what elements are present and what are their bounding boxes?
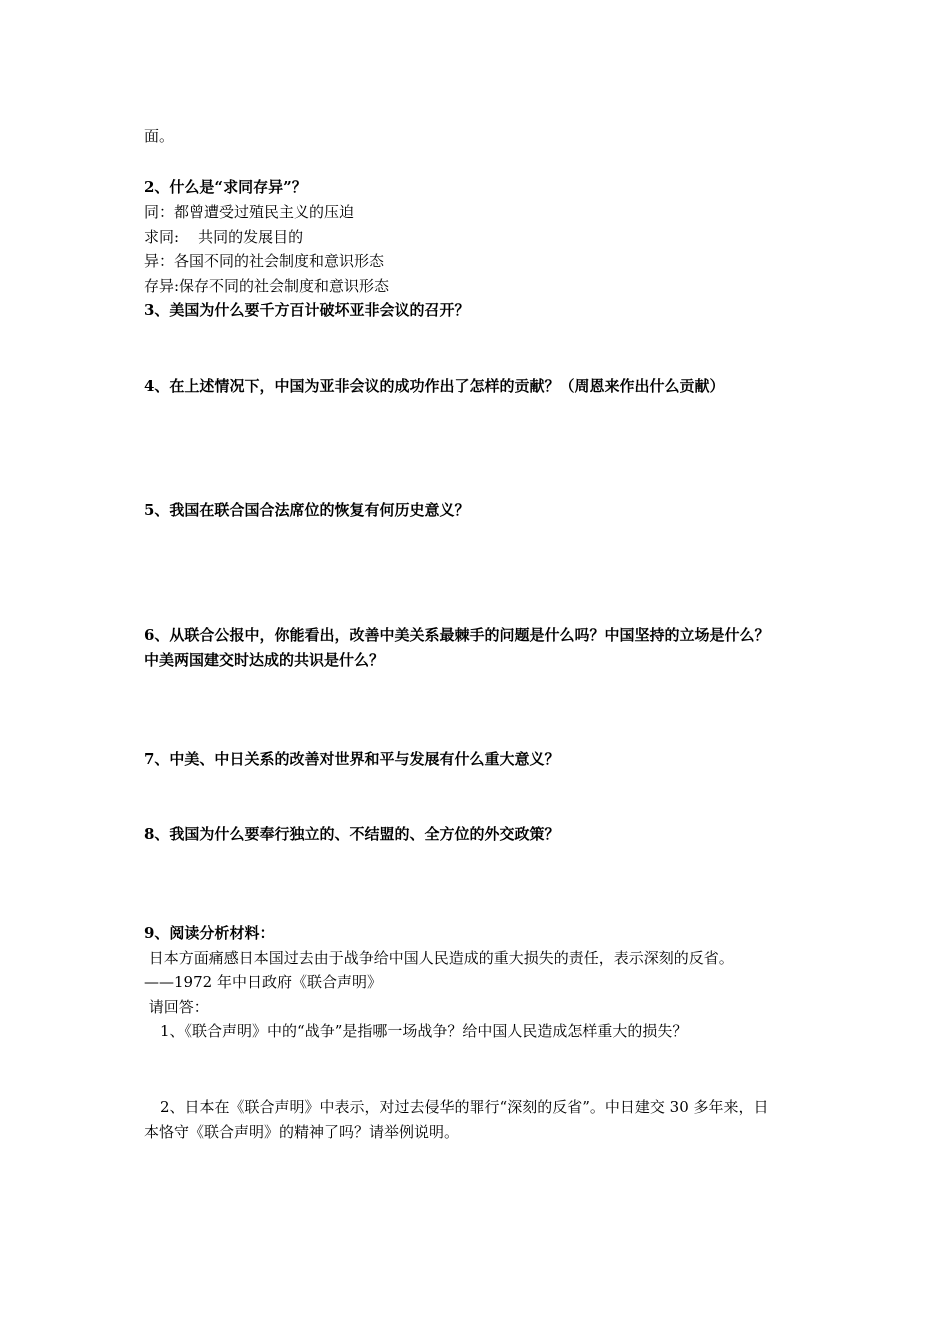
q9-subquestion-2-line1: 2、日本在《联合声明》中表示，对过去侵华的罪行“深刻的反省”。中日建交 30 多年来，日 xyxy=(160,1098,769,1116)
question-7-title: 7、中美、中日关系的改善对世界和平与发展有什么重大意义？ xyxy=(144,750,560,768)
question-4-title: 4、在上述情况下，中国为亚非会议的成功作出了怎样的贡献？（周恩来作出什么贡献） xyxy=(144,377,725,395)
q2-answer-line: 存异:保存不同的社会制度和意识形态 xyxy=(144,277,390,295)
q9-prompt: 请回答： xyxy=(144,998,209,1016)
question-9-title: 9、阅读分析材料： xyxy=(144,924,275,942)
q2-answer-line: 异：各国不同的社会制度和意识形态 xyxy=(144,252,385,270)
question-2-title: 2、什么是“求同存异”？ xyxy=(144,178,307,196)
q9-subquestion-1: 1、《联合声明》中的“战争”是指哪一场战争？给中国人民造成怎样重大的损失？ xyxy=(160,1022,688,1040)
question-6-title-line2: 中美两国建交时达成的共识是什么？ xyxy=(144,651,385,669)
question-5-title: 5、我国在联合国合法席位的恢复有何历史意义？ xyxy=(144,501,470,519)
question-6-title-line1: 6、从联合公报中，你能看出，改善中美关系最棘手的问题是什么吗？中国坚持的立场是什么？ xyxy=(144,626,770,644)
intro-tail-text: 面。 xyxy=(144,127,175,145)
q9-subquestion-2-line2: 本恪守《联合声明》的精神了吗？请举例说明。 xyxy=(144,1123,460,1141)
q2-answer-line: 求同: 共同的发展目的 xyxy=(144,228,304,246)
q9-material-source: ——1972 年中日政府《联合声明》 xyxy=(144,973,382,991)
question-3-title: 3、美国为什么要千方百计破坏亚非会议的召开？ xyxy=(144,301,470,319)
question-8-title: 8、我国为什么要奉行独立的、不结盟的、全方位的外交政策？ xyxy=(144,825,560,843)
q2-answer-line: 同：都曾遭受过殖民主义的压迫 xyxy=(144,203,355,221)
q9-material-text: 日本方面痛感日本国过去由于战争给中国人民造成的重大损失的责任，表示深刻的反省。 xyxy=(144,949,734,967)
